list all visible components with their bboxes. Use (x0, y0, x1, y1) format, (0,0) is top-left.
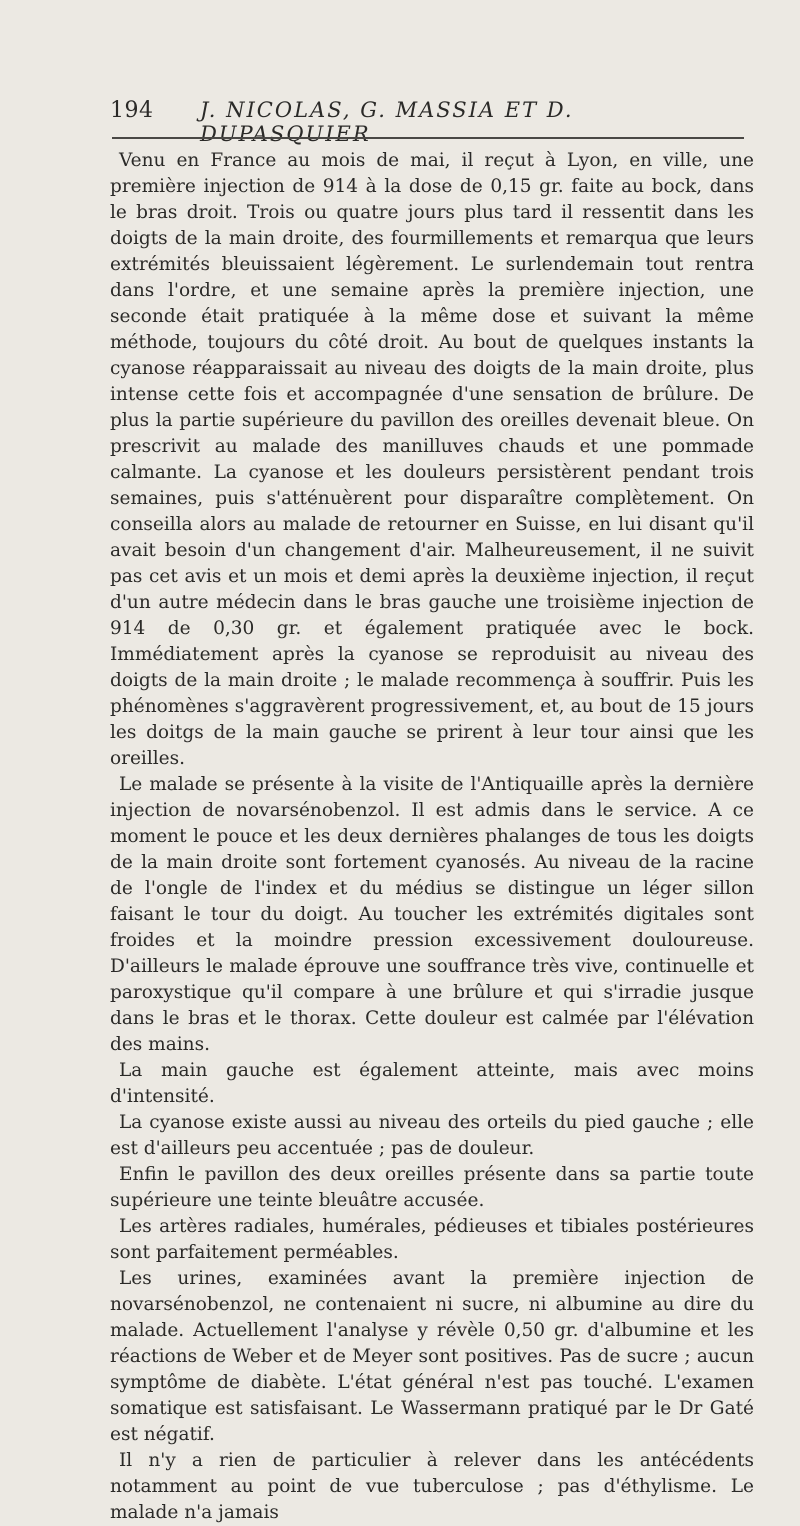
page-header (110, 96, 750, 146)
paragraph: La cyanose existe aussi au niveau des orteils du pied gauche ; elle est d'ailleurs peu accentuée ; pas de douleur. (110, 1112, 754, 1159)
running-title: J. NICOLAS, G. MASSIA ET D. DUPASQUIER (200, 98, 574, 146)
paragraph: Les urines, examinées avant la première injection de novarsénobenzol, ne contenaient ni sucre, ni albumine au dire du malade. Actuellement l'analyse y révèle 0,50 gr. d'albumine et les réactions de Weber et de Meyer sont positives. Pas de sucre ; aucun symptôme de diabète. L'état général n'est pas touché. L'examen somatique est satisfaisant. Le Wassermann pratiqué par le Dr Gaté est négatif. (110, 1268, 754, 1445)
paragraph: Enfin le pavillon des deux oreilles présente dans sa partie toute supérieure une teinte bleuâtre accusée. (110, 1164, 754, 1211)
paragraph: Le malade se présente à la visite de l'Antiquaille après la dernière injection de novarsénobenzol. Il est admis dans le service. A ce moment le pouce et les deux dernières phalanges de tous les doigts de la main droite sont fortement cyanosés. Au niveau de la racine de l'ongle de l'index et du médius se distingue un léger sillon faisant le tour du doigt. Au toucher les extrémités digitales sont froides et la moindre pression excessivement douloureuse. D'ailleurs le malade éprouve une souffrance très vive, continuelle et paroxystique qu'il compare à une brûlure et qui s'irradie jusque dans le bras et le thorax. Cette douleur est calmée par l'élévation des mains. (110, 774, 754, 1055)
body-text (110, 148, 754, 1526)
paragraph: Les artères radiales, humérales, pédieuses et tibiales postérieures sont parfaitement perméables. (110, 1216, 754, 1263)
paragraph: Il n'y a rien de particulier à relever dans les antécédents notamment au point de vue tuberculose ; pas d'éthylisme. Le malade n'a jamais (110, 1450, 754, 1523)
paragraph: La main gauche est également atteinte, mais avec moins d'intensité. (110, 1060, 754, 1107)
header-rule (112, 137, 744, 139)
page-number: 194 (110, 98, 154, 123)
paragraph: Venu en France au mois de mai, il reçut à Lyon, en ville, une première injection de 914 à la dose de 0,15 gr. faite au bock, dans le bras droit. Trois ou quatre jours plus tard il ressentit dans les doigts de la main droite, des fourmillements et remarqua que leurs extrémités bleuissaient légèrement. Le surlendemain tout rentra dans l'ordre, et une semaine après la première injection, une seconde était pratiquée à la même dose et suivant la même méthode, toujours du côté droit. Au bout de quelques instants la cyanose réapparaissait au niveau des doigts de la main droite, plus intense cette fois et accompagnée d'une sensation de brûlure. De plus la partie supérieure du pavillon des oreilles devenait bleue. On prescrivit au malade des manilluves chauds et une pommade calmante. La cyanose et les douleurs persistèrent pendant trois semaines, puis s'atténuèrent pour disparaître complètement. On conseilla alors au malade de retourner en Suisse, en lui disant qu'il avait besoin d'un changement d'air. Malheureusement, il ne suivit pas cet avis et un mois et demi après la deuxième injection, il reçut d'un autre médecin dans le bras gauche une troisième injection de 914 de 0,30 gr. et également pratiquée avec le bock. Immédiatement après la cyanose se reproduisit au niveau des doigts de la main droite ; le malade recommença à souffrir. Puis les phénomènes s'aggravèrent progressivement, et, au bout de 15 jours les doitgs de la main gauche se prirent à leur tour ainsi que les oreilles. (110, 150, 754, 769)
